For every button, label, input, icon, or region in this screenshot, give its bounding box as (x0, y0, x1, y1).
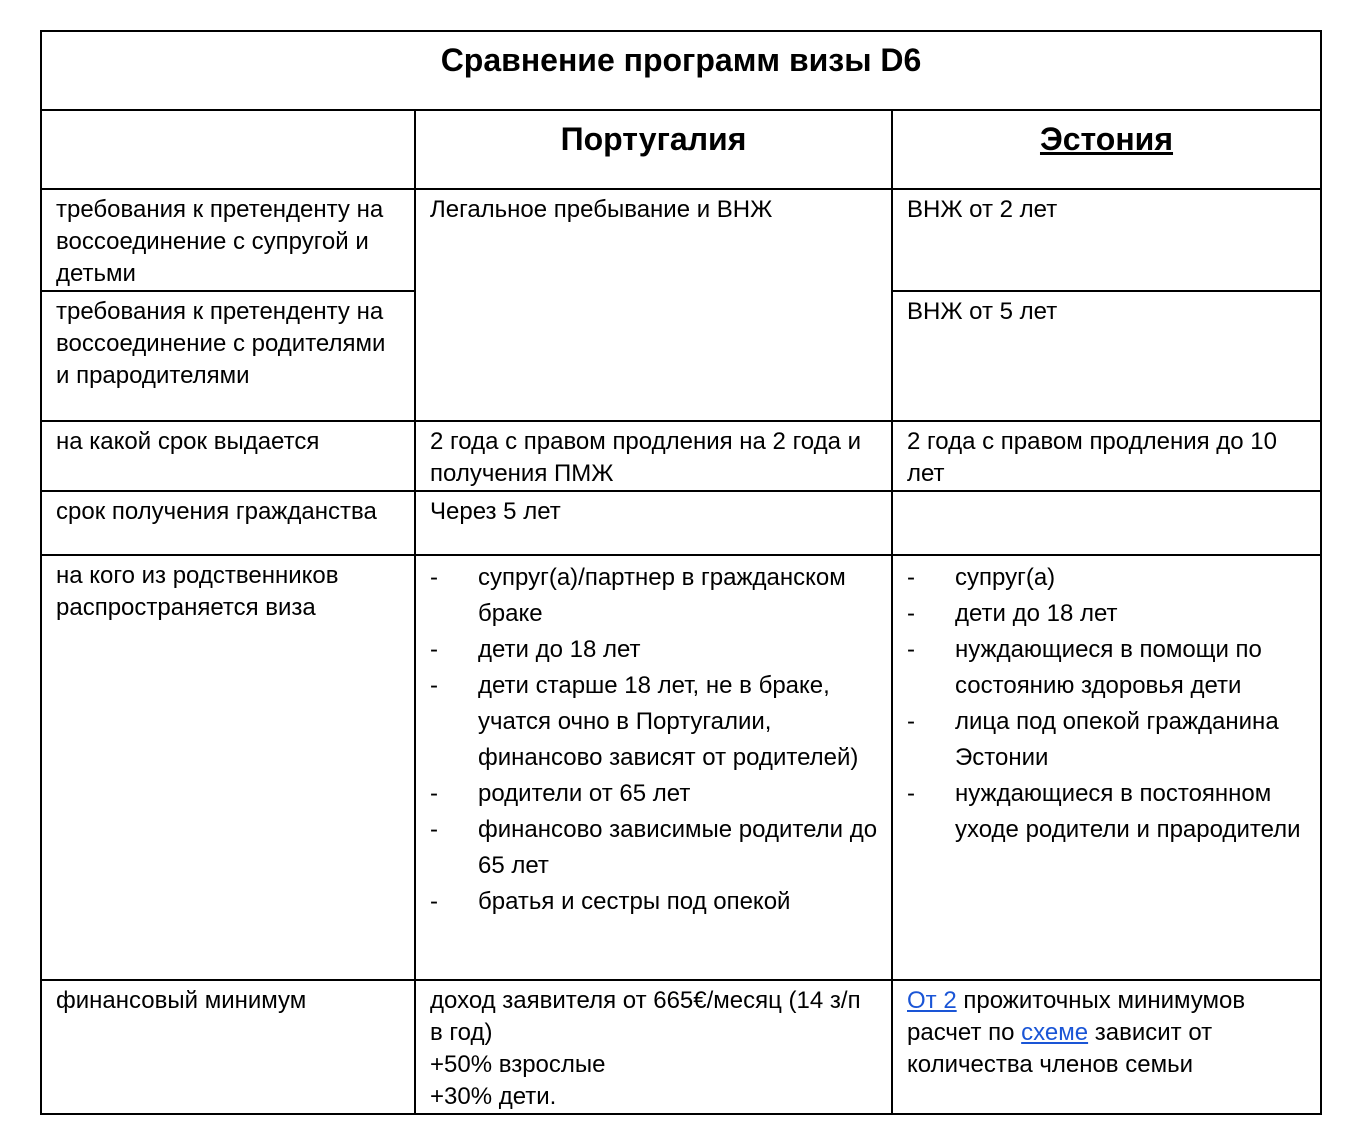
list-item-text: братья и сестры под опекой (478, 888, 791, 915)
row-label-relatives: на кого из родственников распространяется виза (56, 562, 339, 621)
portugal-citizenship: Через 5 лет (430, 498, 561, 525)
portugal-req-cell (415, 189, 892, 421)
estonia-relatives-list (893, 556, 1320, 848)
list-item (907, 560, 1308, 596)
estonia-spouse-requirement: ВНЖ от 2 лет (907, 196, 1058, 223)
list-item (907, 632, 1308, 704)
dash-bullet: - (907, 708, 915, 735)
estonia-term-cell (892, 421, 1321, 491)
portugal-citizenship-cell (415, 491, 892, 555)
estonia-finance (893, 981, 1320, 1081)
portugal-finance-line: доход заявителя от 665€/месяц (14 з/п в год) (430, 987, 861, 1046)
estonia-parents-req-cell (892, 291, 1321, 421)
list-item-text: супруг(а) (955, 564, 1056, 591)
list-item-text: дети до 18 лет (955, 600, 1118, 627)
row-label-cell (41, 555, 415, 980)
portugal-finance-line: +50% взрослые (430, 1051, 606, 1078)
portugal-term: 2 года с правом продления на 2 года и получения ПМЖ (430, 428, 862, 487)
list-item (907, 596, 1308, 632)
list-item-text: нуждающиеся в помощи по состоянию здоровья дети (955, 636, 1262, 699)
portugal-finance-line: +30% дети. (430, 1083, 557, 1110)
row-label-cell (41, 189, 415, 291)
header-estonia-cell (892, 110, 1321, 189)
from-2-link[interactable]: От 2 (907, 987, 957, 1014)
estonia-parents-requirement: ВНЖ от 5 лет (907, 298, 1058, 325)
portugal-relatives-cell (415, 555, 892, 980)
table-title: Сравнение программ визы D6 (440, 42, 922, 78)
portugal-requirement: Легальное пребывание и ВНЖ (430, 196, 773, 223)
header-empty-cell (41, 110, 415, 189)
list-item-text: лица под опекой гражданина Эстонии (955, 708, 1279, 771)
dash-bullet: - (430, 672, 438, 699)
header-portugal-cell (415, 110, 892, 189)
header-portugal: Португалия (560, 121, 747, 157)
list-item (430, 560, 879, 632)
row-label-parents-req: требования к претенденту на воссоединение с родителями и прародителями (56, 298, 386, 389)
row-label-term: на какой срок выдается (56, 428, 320, 455)
portugal-finance-cell (415, 980, 892, 1114)
estonia-finance-text: прожиточных минимумов расчет по (907, 987, 1246, 1046)
row-label-cell (41, 291, 415, 421)
list-item-text: родители от 65 лет (478, 780, 691, 807)
list-item-text: дети старше 18 лет, не в браке, учатся очно в Португалии, финансово зависят от родителей) (478, 672, 859, 771)
row-label-finance: финансовый минимум (56, 987, 307, 1014)
dash-bullet: - (430, 564, 438, 591)
estonia-citizenship-cell (892, 491, 1321, 555)
list-item-text: дети до 18 лет (478, 636, 641, 663)
title-cell (41, 31, 1321, 110)
dash-bullet: - (907, 600, 915, 627)
row-label-citizenship: срок получения гражданства (56, 498, 377, 525)
list-item-text: супруг(а)/партнер в гражданском браке (478, 564, 846, 627)
estonia-finance-cell (892, 980, 1321, 1114)
list-item-text: финансово зависимые родители до 65 лет (478, 816, 878, 879)
portugal-term-cell (415, 421, 892, 491)
list-item (430, 668, 879, 776)
dash-bullet: - (430, 780, 438, 807)
list-item (907, 776, 1308, 848)
estonia-finance-text: зависит от количества членов семьи (907, 1019, 1213, 1078)
row-label-cell (41, 980, 415, 1114)
list-item (430, 776, 879, 812)
row-label-cell (41, 491, 415, 555)
dash-bullet: - (430, 816, 438, 843)
estonia-relatives-cell (892, 555, 1321, 980)
header-estonia: Эстония (1039, 121, 1174, 157)
list-item (907, 704, 1308, 776)
dash-bullet: - (907, 636, 915, 663)
dash-bullet: - (430, 636, 438, 663)
dash-bullet: - (430, 888, 438, 915)
dash-bullet: - (907, 780, 915, 807)
list-item (430, 632, 879, 668)
list-item (430, 884, 879, 920)
list-item (430, 812, 879, 884)
estonia-term: 2 года с правом продления до 10 лет (907, 428, 1277, 487)
portugal-finance (416, 981, 891, 1113)
row-label-spouse-req: требования к претенденту на воссоединение с супругой и детьми (56, 196, 384, 287)
comparison-table (40, 30, 1322, 1115)
estonia-citizenship (893, 492, 1320, 496)
portugal-relatives-list (416, 556, 891, 920)
dash-bullet: - (907, 564, 915, 591)
scheme-link[interactable]: схеме (1021, 1019, 1089, 1046)
list-item-text: нуждающиеся в постоянном уходе родители и прародители (955, 780, 1301, 843)
estonia-spouse-req-cell (892, 189, 1321, 291)
row-label-cell (41, 421, 415, 491)
